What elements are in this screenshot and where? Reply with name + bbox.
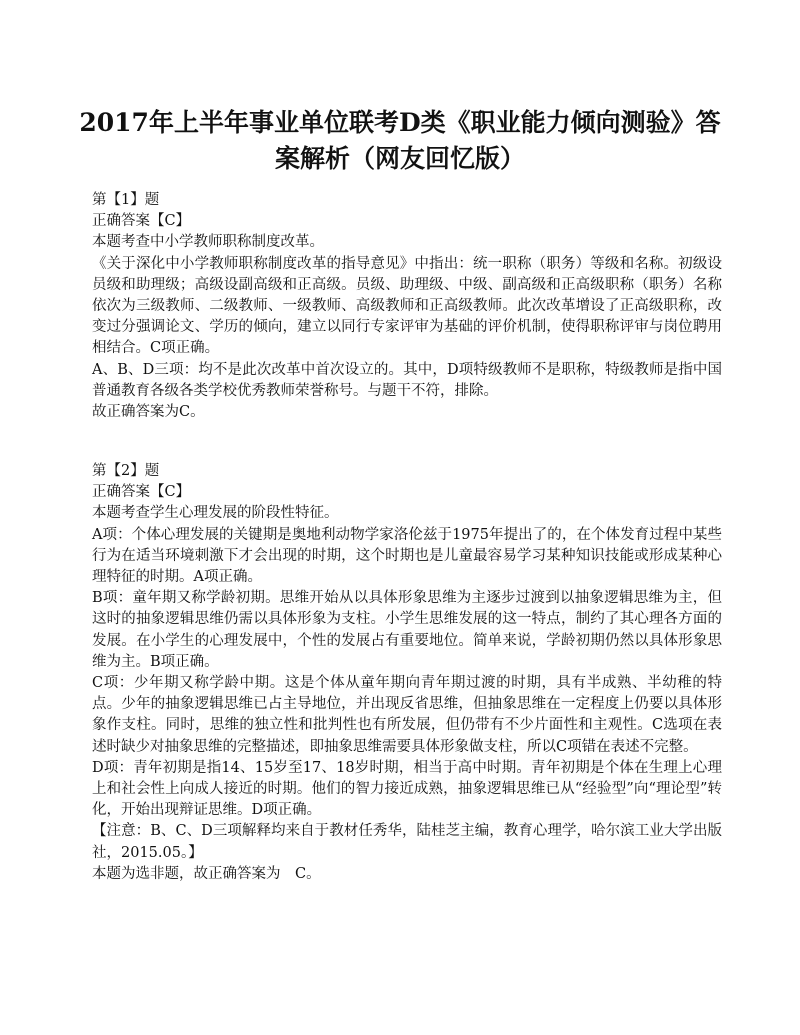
question-heading: 第【1】题	[92, 192, 160, 208]
explanation-paragraph: 《关于深化中小学教师职称制度改革的指导意见》中指出：统一职称（职务）等级和名称。初级设员级和助理级；高级设副高级和正高级。员级、助理级、中级、副高级和正高级职称（职务）名称依次为三级教师、二级教师、一级教师、高级教师和正高级教师。此次改革增设了正高级职称，改变过分强调论文、学历的倾向，建立以同行专家评审为基础的评价机制，使得职称评审与岗位聘用相结合。C项正确。	[92, 255, 722, 357]
explanation-paragraph: A、B、D三项：均不是此次改革中首次设立的。其中，D项特级教师不是职称，特级教师是指中国普通教育各级各类学校优秀教师荣誉称号。与题干不符，排除。	[92, 361, 722, 399]
question-heading: 第【2】题	[92, 463, 160, 479]
explanation-paragraph: A项：个体心理发展的关键期是奥地利动物学家洛伦兹于1975年提出了的，在个体发育过程中某些行为在适当环境刺激下才会出现的时期，这个时期也是儿童最容易学习某种知识技能或形成某种心理特征的时期。A项正确。	[92, 526, 722, 586]
explanation-paragraph: 故正确答案为C。	[92, 404, 205, 421]
question-2-section	[92, 461, 722, 885]
correct-answer: 正确答案【C】	[92, 213, 191, 230]
explanation-paragraph: C项：少年期又称学龄中期。这是个体从童年期向青年期过渡的时期，具有半成熟、半幼稚的特点。少年的抽象逻辑思维已占主导地位，并出现反省思维，但抽象思维在一定程度上仍要以具体形象作支柱。同时，思维的独立性和批判性也有所发展，但仍带有不少片面性和主观性。C选项在表述时缺少对抽象思维的完整描述，即抽象思维需要具体形象做支柱，所以C项错在表述不完整。	[92, 675, 722, 755]
explanation-paragraph: 本题考查学生心理发展的阶段性特征。	[92, 505, 339, 522]
explanation-paragraph: 本题考查中小学教师职称制度改革。	[92, 234, 324, 251]
note-paragraph: 【注意：B、C、D三项解释均来自于教材任秀华，陆桂芝主编，教育心理学，哈尔滨工业大学出版社，2015.05。】	[92, 823, 722, 861]
document-title	[75, 105, 725, 177]
title-line-1: 2017年上半年事业单位联考D类《职业能力倾向测验》答	[79, 107, 721, 137]
correct-answer: 正确答案【C】	[92, 484, 191, 501]
explanation-paragraph: D项：青年初期是指14、15岁至17、18岁时期，相当于高中时期。青年初期是个体在生理上心理上和社会性上向成人接近的时期。他们的智力接近成熟，抽象逻辑思维已从“经验型”向“理论型”转化，开始出现辩证思维。D项正确。	[92, 759, 722, 819]
question-1-section	[92, 190, 722, 423]
explanation-paragraph: B项：童年期又称学龄初期。思维开始从以具体形象思维为主逐步过渡到以抽象逻辑思维为主，但这时的抽象逻辑思维仍需以具体形象为支柱。小学生思维发展的这一特点，制约了其心理各方面的发展。在小学生的心理发展中，个性的发展占有重要地位。简单来说，学龄初期仍然以具体形象思维为主。B项正确。	[92, 590, 722, 670]
title-line-2: 案解析（网友回忆版）	[274, 143, 525, 173]
conclusion-paragraph: 本题为选非题，故正确答案为 C。	[92, 865, 321, 882]
